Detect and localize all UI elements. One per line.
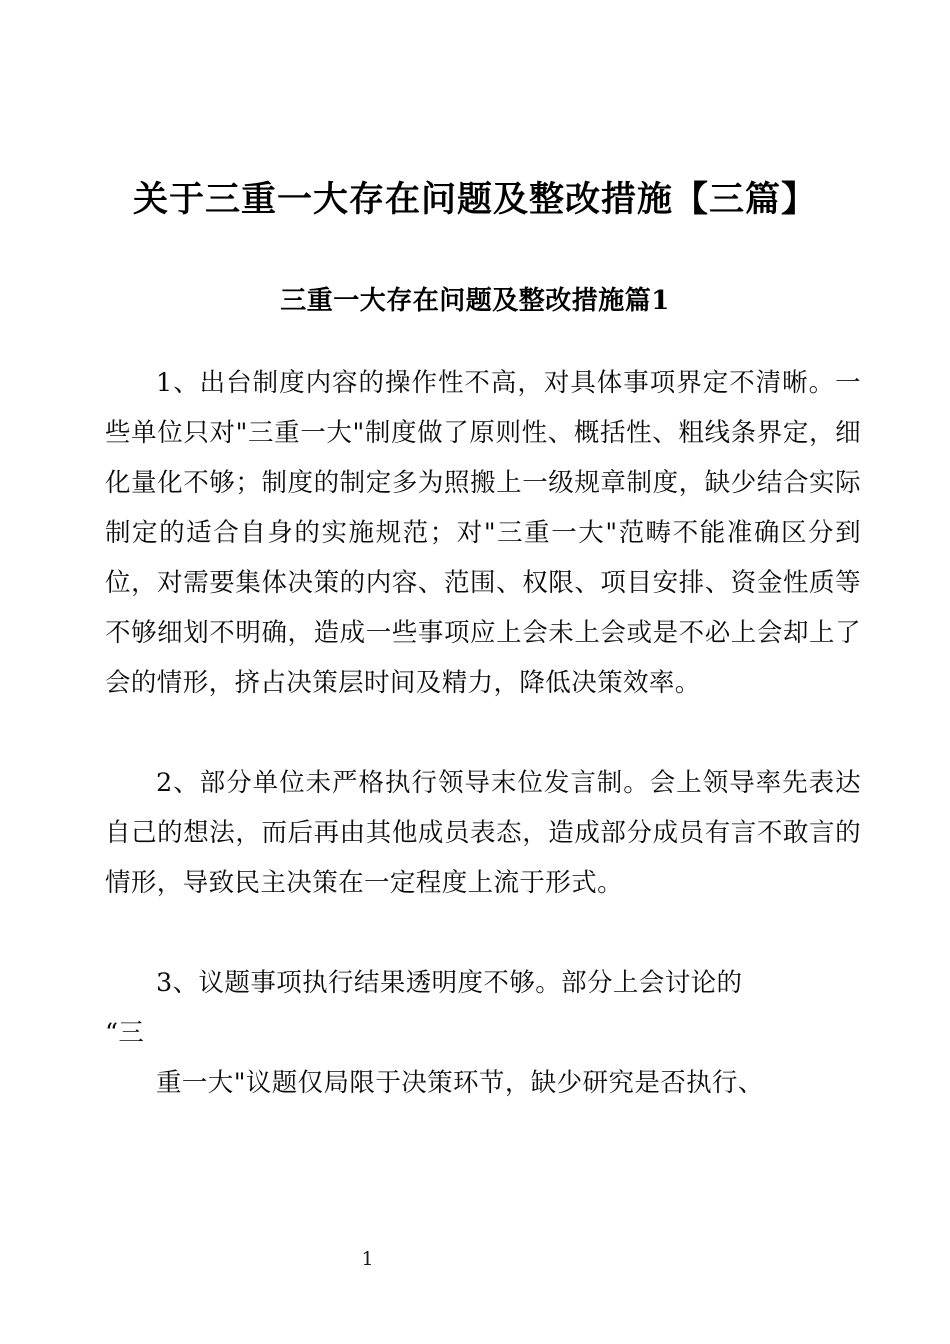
document-title: 关于三重一大存在问题及整改措施【三篇】 bbox=[132, 179, 817, 221]
paragraph-3-continuation-line-2: 重一大"议题仅局限于决策环节，缺少研究是否执行、 bbox=[156, 1068, 764, 1098]
paragraph-3-continuation-line-1: “三 bbox=[105, 1018, 145, 1048]
document-subtitle: 三重一大存在问题及整改措施篇1 bbox=[280, 285, 670, 316]
paragraph-3: 3、议题事项执行结果透明度不够。部分上会讨论的 bbox=[156, 968, 743, 998]
page-number: 1 bbox=[361, 1248, 374, 1270]
paragraph-1: 1、出台制度内容的操作性不高，对具体事项界定不清晰。一些单位只对"三重一大"制度做了原则性、概括性、粗线条界定，细化量化不够；制度的制定多为照搬上一级规章制度，缺少结合实际制定的适合自身的实施规范；对"三重一大"范畴不能准确区分到位，对需要集体决策的内容、范围、权限、项目安排、资金性质等不够细划不明确，造成一些事项应上会未上会或是不必上会却上了会的情形，挤占决策层时间及精力，降低决策效率。 bbox=[105, 368, 861, 698]
paragraph-2: 2、部分单位未严格执行领导末位发言制。会上领导率先表达自己的想法，而后再由其他成员表态，造成部分成员有言不敢言的情形，导致民主决策在一定程度上流于形式。 bbox=[105, 768, 861, 898]
document-body bbox=[105, 358, 861, 1108]
